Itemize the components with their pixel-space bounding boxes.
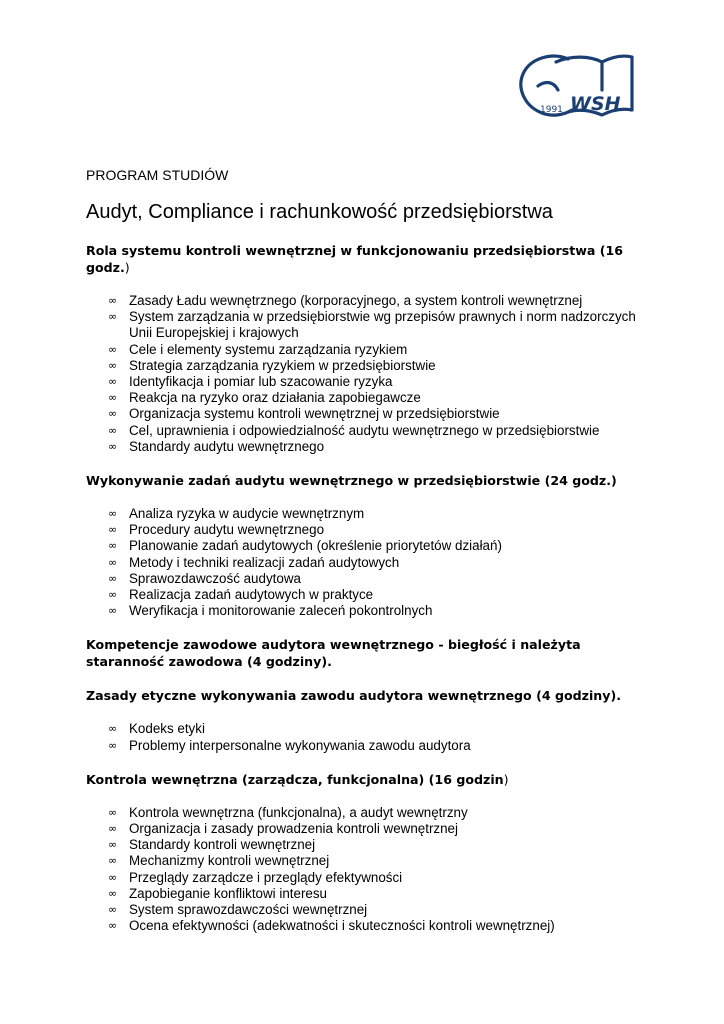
list-item: ∞ Standardy audytu wewnętrznego <box>108 438 325 454</box>
list-item: ∞ Zasady Ładu wewnętrznego (korporacyjnego, a system kontroli wewnętrznej <box>108 293 583 308</box>
list-item: ∞ Organizacja systemu kontroli wewnętrznej w przedsiębiorstwie <box>108 406 500 422</box>
bullet-icon: ∞ <box>108 588 118 602</box>
bullet-icon: ∞ <box>108 507 118 521</box>
bullet-icon: ∞ <box>108 854 118 868</box>
bullet-icon: ∞ <box>108 375 118 389</box>
list-item: ∞ Metody i techniki realizacji zadań audytowych <box>108 554 400 570</box>
bullet-icon: ∞ <box>108 838 118 852</box>
bullet-icon: ∞ <box>108 391 118 405</box>
bullet-icon: ∞ <box>108 310 118 324</box>
program-label: PROGRAM STUDIÓW <box>86 167 229 183</box>
list-item: ∞ Procedury audytu wewnętrznego <box>108 522 325 538</box>
section-heading-control-role: Rola systemu kontroli wewnętrznej w funkcjonowaniu przedsiębiorstwa (16 godz.) <box>86 243 624 275</box>
bullet-icon: ∞ <box>108 722 118 736</box>
list-item: ∞ Kodeks etyki <box>108 721 205 737</box>
bullet-icon: ∞ <box>108 738 118 752</box>
bullet-icon: ∞ <box>108 604 118 618</box>
section-list-control-role <box>86 293 646 455</box>
bullet-icon: ∞ <box>108 870 118 884</box>
wsh-logo <box>516 50 634 120</box>
list-item: ∞ Standardy kontroli wewnętrznej <box>108 837 316 853</box>
bullet-icon: ∞ <box>108 805 118 819</box>
list-item: ∞ Kontrola wewnętrzna (funkcjonalna), a audyt wewnętrzny <box>108 804 468 820</box>
section-list-ethics <box>86 721 646 753</box>
section-heading-audit-tasks: Wykonywanie zadań audytu wewnętrznego w przedsiębiorstwie (24 godz.) <box>86 473 617 489</box>
bullet-icon: ∞ <box>108 439 118 453</box>
section-heading-ethics: Zasady etyczne wykonywania zawodu audytora wewnętrznego (4 godziny). <box>86 688 622 704</box>
list-item: ∞ Reakcja na ryzyko oraz działania zapobiegawcze <box>108 390 421 406</box>
section-heading-internal-control: Kontrola wewnętrzna (zarządcza, funkcjonalna) (16 godzin) <box>86 771 509 787</box>
bullet-icon: ∞ <box>108 523 118 537</box>
bullet-icon: ∞ <box>108 294 118 307</box>
bullet-icon: ∞ <box>108 555 118 569</box>
list-item: ∞ Ocena efektywności (adekwatności i skuteczności kontroli wewnętrznej) <box>108 918 555 934</box>
section-list-audit-tasks <box>86 506 646 619</box>
bullet-icon: ∞ <box>108 886 118 900</box>
section-list-internal-control <box>86 805 646 935</box>
bullet-icon: ∞ <box>108 423 118 437</box>
list-item: ∞ Strategia zarządzania ryzykiem w przedsiębiorstwie <box>108 357 436 373</box>
list-item: ∞ Weryfikacja i monitorowanie zaleceń pokontrolnych <box>108 603 433 619</box>
list-item: ∞ Mechanizmy kontroli wewnętrznej <box>108 853 330 869</box>
section-heading-competencies: Kompetencje zawodowe audytora wewnętrznego - biegłość i należyta staranność zawodowa (4 godziny). <box>86 637 581 670</box>
list-item: ∞ Cel, uprawnienia i odpowiedzialność audytu wewnętrznego w przedsiębiorstwie <box>108 422 600 438</box>
bullet-icon: ∞ <box>108 407 118 421</box>
list-item: ∞ Organizacja i zasady prowadzenia kontroli wewnętrznej <box>108 821 458 837</box>
list-item: ∞ System zarządzania w przedsiębiorstwie wg przepisów prawnych i norm nadzorczych Unii Europejskiej i krajowych <box>108 309 636 341</box>
bullet-icon: ∞ <box>108 358 118 372</box>
list-item: ∞ Planowanie zadań audytowych (określenie priorytetów działań) <box>108 538 502 554</box>
logo-year: 1991 <box>540 105 563 115</box>
bullet-icon: ∞ <box>108 571 118 585</box>
list-item: ∞ Cele i elementy systemu zarządzania ryzykiem <box>108 341 408 357</box>
list-item: ∞ Przeglądy zarządcze i przeglądy efektywności <box>108 869 403 885</box>
program-content <box>86 242 646 934</box>
bullet-icon: ∞ <box>108 342 118 356</box>
document-title: Audyt, Compliance i rachunkowość przedsiębiorstwa <box>86 201 553 223</box>
bullet-icon: ∞ <box>108 919 118 933</box>
bullet-icon: ∞ <box>108 822 118 836</box>
bullet-icon: ∞ <box>108 903 118 917</box>
bullet-icon: ∞ <box>108 539 118 553</box>
list-item: ∞ Sprawozdawczość audytowa <box>108 570 301 586</box>
list-item: ∞ Analiza ryzyka w audycie wewnętrznym <box>108 506 365 522</box>
list-item: ∞ Problemy interpersonalne wykonywania zawodu audytora <box>108 737 471 753</box>
logo-letters: WSH <box>570 93 621 115</box>
list-item: ∞ Zapobieganie konfliktowi interesu <box>108 885 328 901</box>
list-item: ∞ Identyfikacja i pomiar lub szacowanie ryzyka <box>108 374 393 390</box>
list-item: ∞ Realizacja zadań audytowych w praktyce <box>108 587 374 603</box>
list-item: ∞ System sprawozdawczości wewnętrznej <box>108 902 368 918</box>
